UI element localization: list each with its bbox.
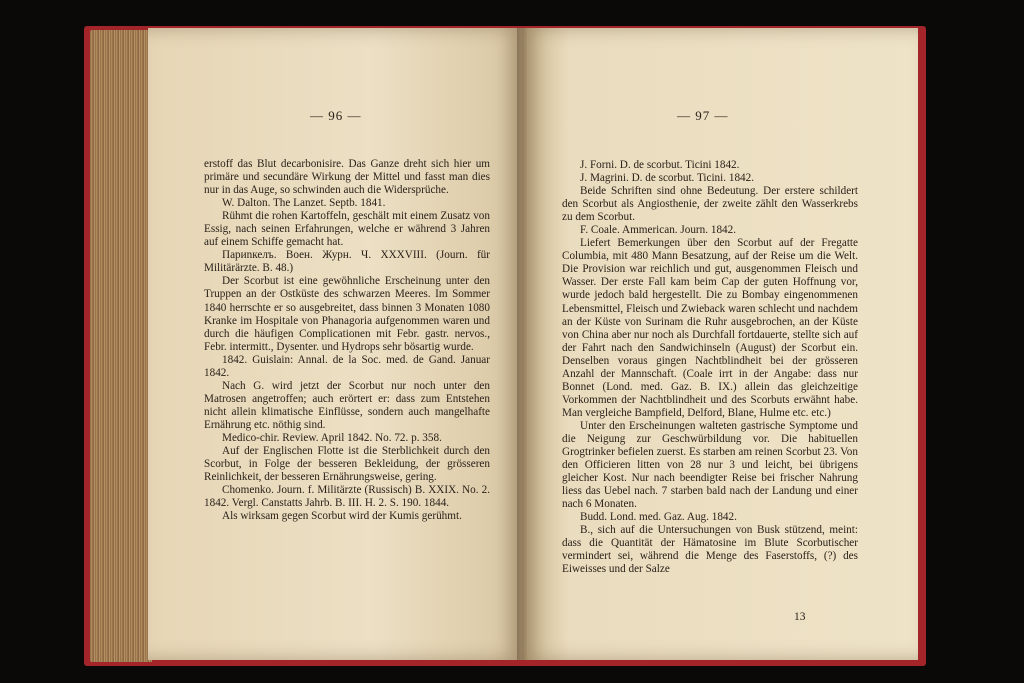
paragraph: Chomenko. Journ. f. Militärzte (Russisch) B. XXIX. No. 2. 1842. Vergl. Canstatts Jahrb. B. III. H. 2. S. 190. 1844. [204, 484, 490, 510]
paragraph: F. Coale. Ammerican. Journ. 1842. [580, 224, 737, 237]
paragraph: Auf der Englischen Flotte ist die Sterblichkeit durch den Scorbut, in Folge der besseren Bekleidung, der grösseren Reinlichkeit, der besseren Ernährungsweise, gering. [204, 445, 490, 484]
paragraph: Der Scorbut ist eine gewöhnliche Erscheinung unter den Truppen an der Ostküste des schwarzen Meeres. Im Sommer 1840 herrschte er so ausgebreitet, dass binnen 3 Monaten 1080 Kranke im Hospitale von Phanagoria aufgenommen waren und durch die häufigen Complicationen mit Febr. gastr. nervos., Febr. intermitt., Dysenter. und Hydrops sehr bösartig wurde. [204, 275, 490, 353]
page-number: — 97 — [677, 108, 729, 123]
left-page [148, 28, 522, 660]
page-number: — 96 — [310, 108, 362, 123]
book-gutter [517, 28, 527, 660]
paragraph: Budd. Lond. med. Gaz. Aug. 1842. [580, 511, 737, 524]
paragraph: Париnкелъ. Воен. Журн. Ч. XXXVIII. (Journ. für Militärärzte. B. 48.) [204, 249, 490, 275]
paragraph: Medico-chir. Review. April 1842. No. 72. p. 358. [222, 431, 442, 444]
paragraph: Nach G. wird jetzt der Scorbut nur noch unter den Matrosen angetroffen; auch erörtert er: dass zum Entstehen nicht allein klimatische Einflüsse, sondern auch mangelhafte Ernährung etc. nöthig sind. [204, 379, 490, 431]
paragraph: Als wirksam gegen Scorbut wird der Kumis gerühmt. [222, 510, 462, 523]
right-page-text [562, 159, 858, 577]
paragraph: Unter den Erscheinungen walteten gastrische Symptome und die Neigung zur Geschwürbildung vor. Die habituellen Grogtrinker befielen zuerst. Es starben am reinen Scorbut 23. Von den Officieren litten von 28 nur 3 und leicht, bei übrigens gleicher Kost. Nur nach beendigter Reise bei frischer Nahrung liess das Uebel nach. 7 starben bald nach der Landung und einer nach 6 Monaten. [562, 419, 858, 511]
page-edges [90, 30, 152, 662]
paragraph: Rühmt die rohen Kartoffeln, geschält mit einem Zusatz von Essig, nach seinen Erfahrungen, welche er während 3 Jahren auf einem Schiffe gemacht hat. [204, 210, 490, 249]
left-page-text [204, 158, 490, 523]
signature-mark: 13 [794, 611, 806, 623]
paragraph: J. Forni. D. de scorbut. Ticini 1842. [580, 159, 740, 171]
paragraph: Beide Schriften sind ohne Bedeutung. Der erstere schildert den Scorbut als Angiosthenie, der zweite zählt den Wasserkrebs zu dem Scorbut. [562, 185, 858, 224]
paragraph: Liefert Bemerkungen über den Scorbut auf der Fregatte Columbia, mit 480 Mann Besatzung, auf der Reise um die Welt. Die Provision war reichlich und gut, ausgenommen Fleisch und Wasser. Der erste Fall kam beim Cap der guten Hoffnung vor, wurde jedoch bald hergestellt. Die zu Bombay eingenommenen Lebensmittel, Fleisch und Zwieback waren schlecht und nachdem an der Küste von Surinam die Ruhr ausgebrochen, an der Küste von China aber nur noch als Durchfall fortdauerte, stellte sich auf der Fahrt nach den Sandwichinseln (August) der Scorbut ein. Denselben voraus gingen Nachtblindheit bei der grösseren Anzahl der Mannschaft. (Coale irrt in der Angabe: dass nur Bonnet (Lond. med. Gaz. B. IX.) allein das gleichzeitige Vorkommen der Nachtblindheit und des Scorbuts erwähnt habe. Man vergleiche Bampfield, Delford, Blane, Hulme etc. etc.) [562, 237, 858, 419]
paragraph: erstoff das Blut decarbonisire. Das Ganze dreht sich hier um primäre und secundäre Wirkung der Mittel und fasst man dies nur in das Auge, so schwinden auch die Widersprüche. [204, 158, 490, 197]
paragraph: 1842. Guislain: Annal. de la Soc. med. de Gand. Januar 1842. [204, 353, 490, 379]
paragraph: B., sich auf die Untersuchungen von Busk stützend, meint: dass die Quantität der Hämatosine im Blute Scorbutischer vermindert sei, während die Menge des Faserstoffs, (?) des Eiweisses und der Salze [562, 524, 858, 576]
paragraph: J. Magrini. D. de scorbut. Ticini. 1842. [580, 172, 755, 185]
paragraph: W. Dalton. The Lanzet. Septb. 1841. [222, 197, 386, 210]
right-page [522, 28, 918, 660]
